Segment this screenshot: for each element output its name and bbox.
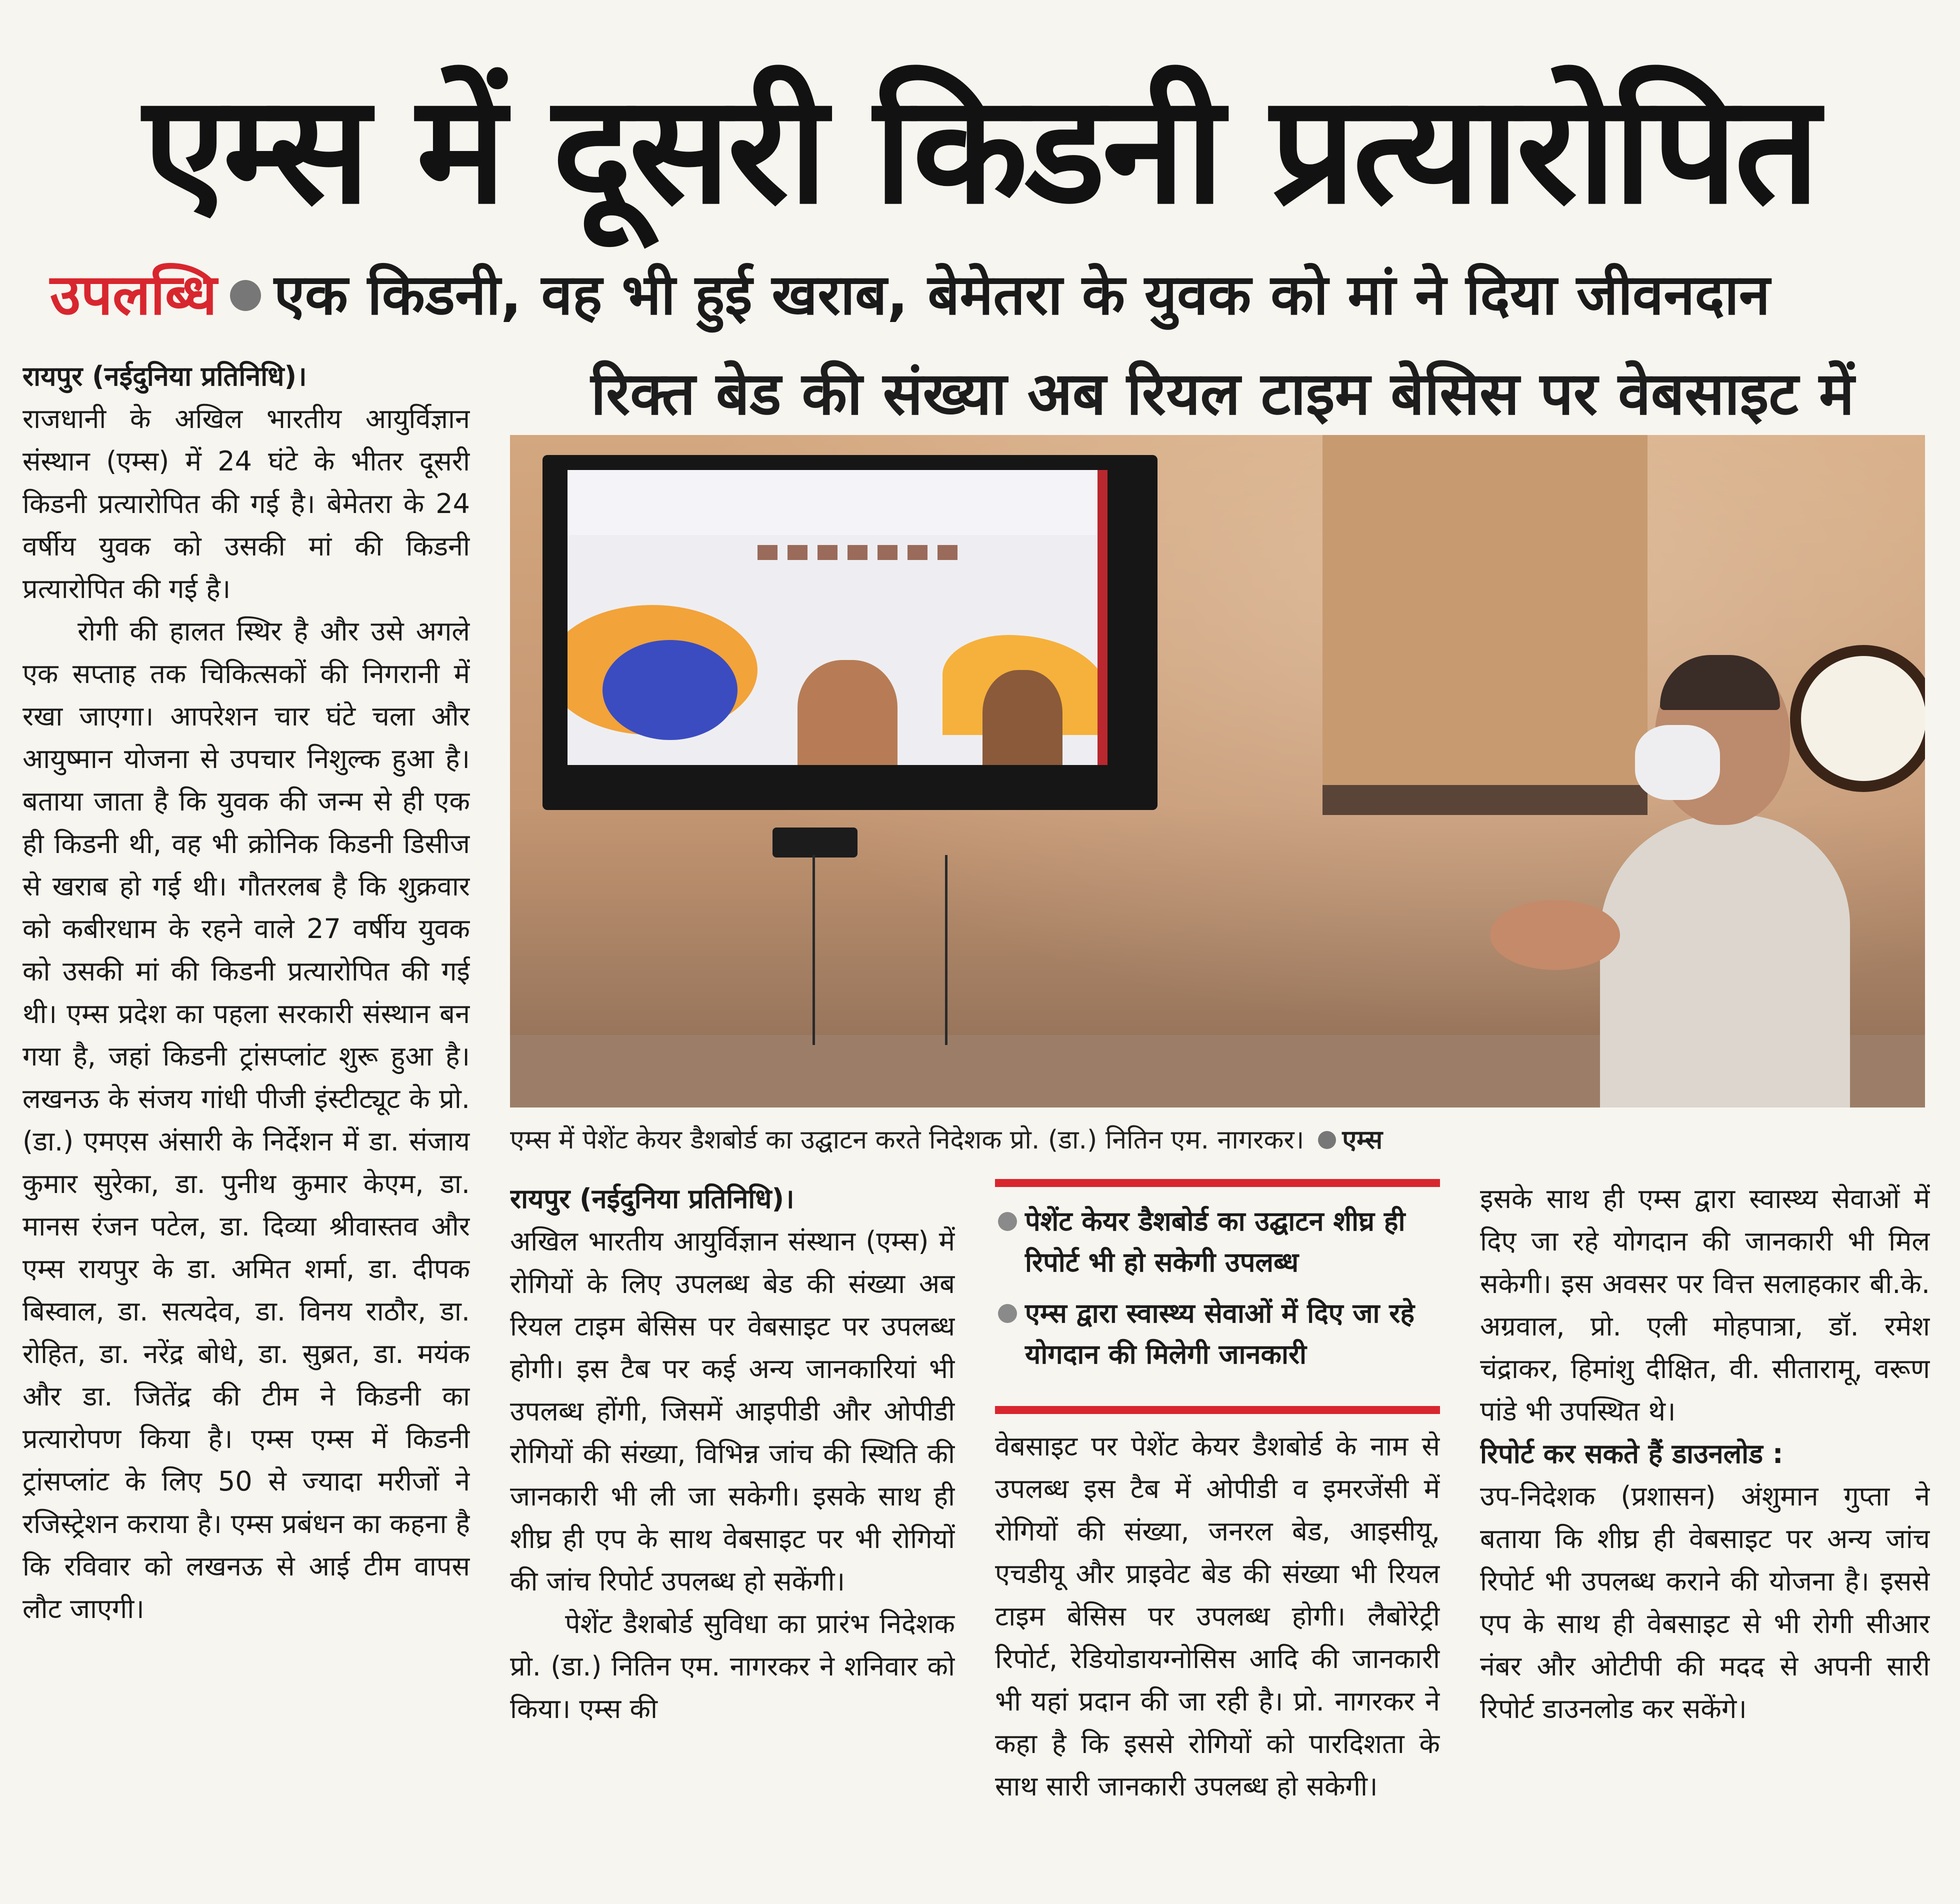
dashboard-screen	[568, 470, 1108, 765]
highlight-item: पेशेंट केयर डैशबोर्ड का उद्घाटन शीघ्र ही रिपोर्ट भी हो सकेगी उपलब्ध	[995, 1201, 1440, 1283]
second-story-headline: रिक्त बेड की संख्या अब रियल टाइम बेसिस पर वेबसाइट में	[590, 359, 1854, 428]
article-paragraph: वेबसाइट पर पेशेंट केयर डैशबोर्ड के नाम से उपलब्ध इस टैब में ओपीडी व इमरजेंसी में रोगियों की संख्या, जनरल बेड, आइसीयू, एचडीयू और प्राइवेट बेड की संख्या भी रियल टाइम बेसिस पर उपलब्ध होगी। लैबोरेट्री रिपोर्ट, रेडियोडायग्नोसिस आदि की जानकारी भी यहां प्रदान की जा रही है। प्रो. नागरकर ने कहा है कि इससे रोगियों को पारदिशता के साथ सारी जानकारी उपलब्ध हो सकेगी।	[995, 1430, 1440, 1802]
highlight-item: एम्स द्वारा स्वास्थ्य सेवाओं में दिए जा रहे योगदान की मिलेगी जानकारी	[995, 1293, 1440, 1375]
article-paragraph: रोगी की हालत स्थिर है और उसे अगले एक सप्ताह तक चिकित्सकों की निगरानी में रखा जाएगा। आपरेशन चार घंटे चला और आयुष्मान योजना से उपचार निशुल्क हुआ है। बताया जाता है कि युवक की जन्म से ही एक ही किडनी थी, वह भी क्रोनिक किडनी डिसीज से खराब हो गई थी। गौतरलब है कि शुक्रवार को कबीरधाम के रहने वाले 27 वर्षीय युवक को उसकी मां की किडनी प्रत्यारोपित की गई थी। एम्स प्रदेश का पहला सरकारी संस्थान बन गया है, जहां किडनी ट्रांसप्लांट शुरू हुआ है। लखनऊ के संजय गांधी पीजी इंस्टीट्यूट के प्रो. (डा.) एमएस अंसारी के निर्देशन में डा. संजाय कुमार सुरेका, डा. पुनीथ कुमार केएम, डा. मानस रंजन पटेल, डा. दिव्या श्रीवास्तव और एम्स रायपुर के डा. अमित शर्मा, डा. दीपक बिस्वाल, डा. सत्यदेव, डा. विनय राठौर, डा. रोहित, डा. नरेंद्र बोधे, डा. सुब्रत, डा. मयंक और डा. जितेंद्र की टीम ने किडनी का प्रत्यारोपण किया है। एम्स एम्स में किडनी ट्रांसप्लांट के लिए 50 से ज्यादा मरीजों ने रजिस्ट्रेशन कराया है। एम्स प्रबंधन का कहना है कि रविवार को लखनऊ से आई टीम वापस लौट जाएगी।	[22, 616, 470, 1624]
photo-cabinet	[1322, 435, 1648, 785]
bullet-icon	[998, 1212, 1017, 1231]
article-paragraph: अखिल भारतीय आयुर्विज्ञान संस्थान (एम्स) में रोगियों के लिए उपलब्ध बेड की संख्या अब रियल टाइम बेसिस पर वेबसाइट पर उपलब्ध होगी। इस टैब पर कई अन्य जानकारियां भी उपलब्ध होंगी, जिसमें आइपीडी और ओपीडी रोगियों की संख्या, विभिन्न जांच की स्थिति की जानकारी भी ली जा सकेगी। इसके साथ ही शीघ्र ही एप के साथ वेबसाइट पर भी रोगियों की जांच रिपोर्ट उपलब्ध हो सकेंगी।	[510, 1226, 955, 1597]
bullet-icon	[1318, 1131, 1336, 1149]
subheadline	[50, 255, 1940, 335]
mid-article-column-1	[510, 1178, 955, 1898]
news-photo	[510, 435, 1925, 1108]
article-paragraph: उप-निदेशक (प्रशासन) अंशुमान गुप्ता ने बताया कि शीघ्र ही वेबसाइट पर अन्य जांच रिपोर्ट भी उपलब्ध कराने की योजना है। इससे एप के साथ ही वेबसाइट से भी रोगी सीआर नंबर और ओटीपी की मदद से अपनी सारी रिपोर्ट डाउनलोड कर सकेंगे।	[1480, 1480, 1930, 1724]
right-article-column	[1480, 1178, 1930, 1898]
highlights-box	[995, 1179, 1440, 1414]
left-article-column	[22, 355, 470, 1890]
dateline: रायपुर (नईदुनिया प्रतिनिधि)।	[22, 360, 307, 392]
webcam	[772, 828, 858, 858]
photo-caption	[510, 1112, 1940, 1168]
bullet-icon	[230, 280, 261, 311]
person-graphic	[798, 660, 898, 765]
article-paragraph: इसके साथ ही एम्स द्वारा स्वास्थ्य सेवाओं में दिए जा रहे योगदान की जानकारी भी मिल सकेगी। इस अवसर पर वित्त सलाहकार बी.के. अग्रवाल, प्रो. एली मोहपात्रा, डॉ. रमेश चंद्राकर, हिमांशु दीक्षित, वी. सीतारामू, वरूण पांडे भी उपस्थित थे।	[1480, 1183, 1930, 1427]
caption-text: एम्स में पेशेंट केयर डैशबोर्ड का उद्घाटन करते निदेशक प्रो. (डा.) नितिन एम. नागरकर।	[510, 1125, 1304, 1155]
section-subhead: रिपोर्ट कर सकते हैं डाउनलोड :	[1480, 1438, 1784, 1470]
subheadline-text: एक किडनी, वह भी हुई खराब, बेमेतरा के युवक को मां ने दिया जीवनदान	[274, 262, 1770, 328]
photo-credit: एम्स	[1342, 1125, 1383, 1155]
seal-graphic	[602, 640, 738, 740]
kicker-label: उपलब्धि	[50, 262, 217, 328]
man-figure	[1600, 815, 1850, 1108]
cables	[812, 855, 948, 1045]
bullet-icon	[998, 1304, 1017, 1323]
main-headline: एम्स में दूसरी किडनी प्रत्यारोपित	[143, 62, 1817, 237]
article-paragraph: पेशेंट डैशबोर्ड सुविधा का प्रारंभ निदेशक प्रो. (डा.) नितिन एम. नागरकर ने शनिवार को किया। एम्स की	[510, 1608, 955, 1724]
mid-article-column-2	[995, 1425, 1440, 1898]
dateline: रायपुर (नईदुनिया प्रतिनिधि)।	[510, 1183, 794, 1214]
person-graphic	[982, 670, 1062, 765]
article-paragraph: राजधानी के अखिल भारतीय आयुर्विज्ञान संस्थान (एम्स) में 24 घंटे के भीतर दूसरी किडनी प्रत्यारोपित की गई है। बेमेतरा के 24 वर्षीय युवक को उसकी मां की किडनी प्रत्यारोपित की गई है।	[22, 403, 470, 604]
